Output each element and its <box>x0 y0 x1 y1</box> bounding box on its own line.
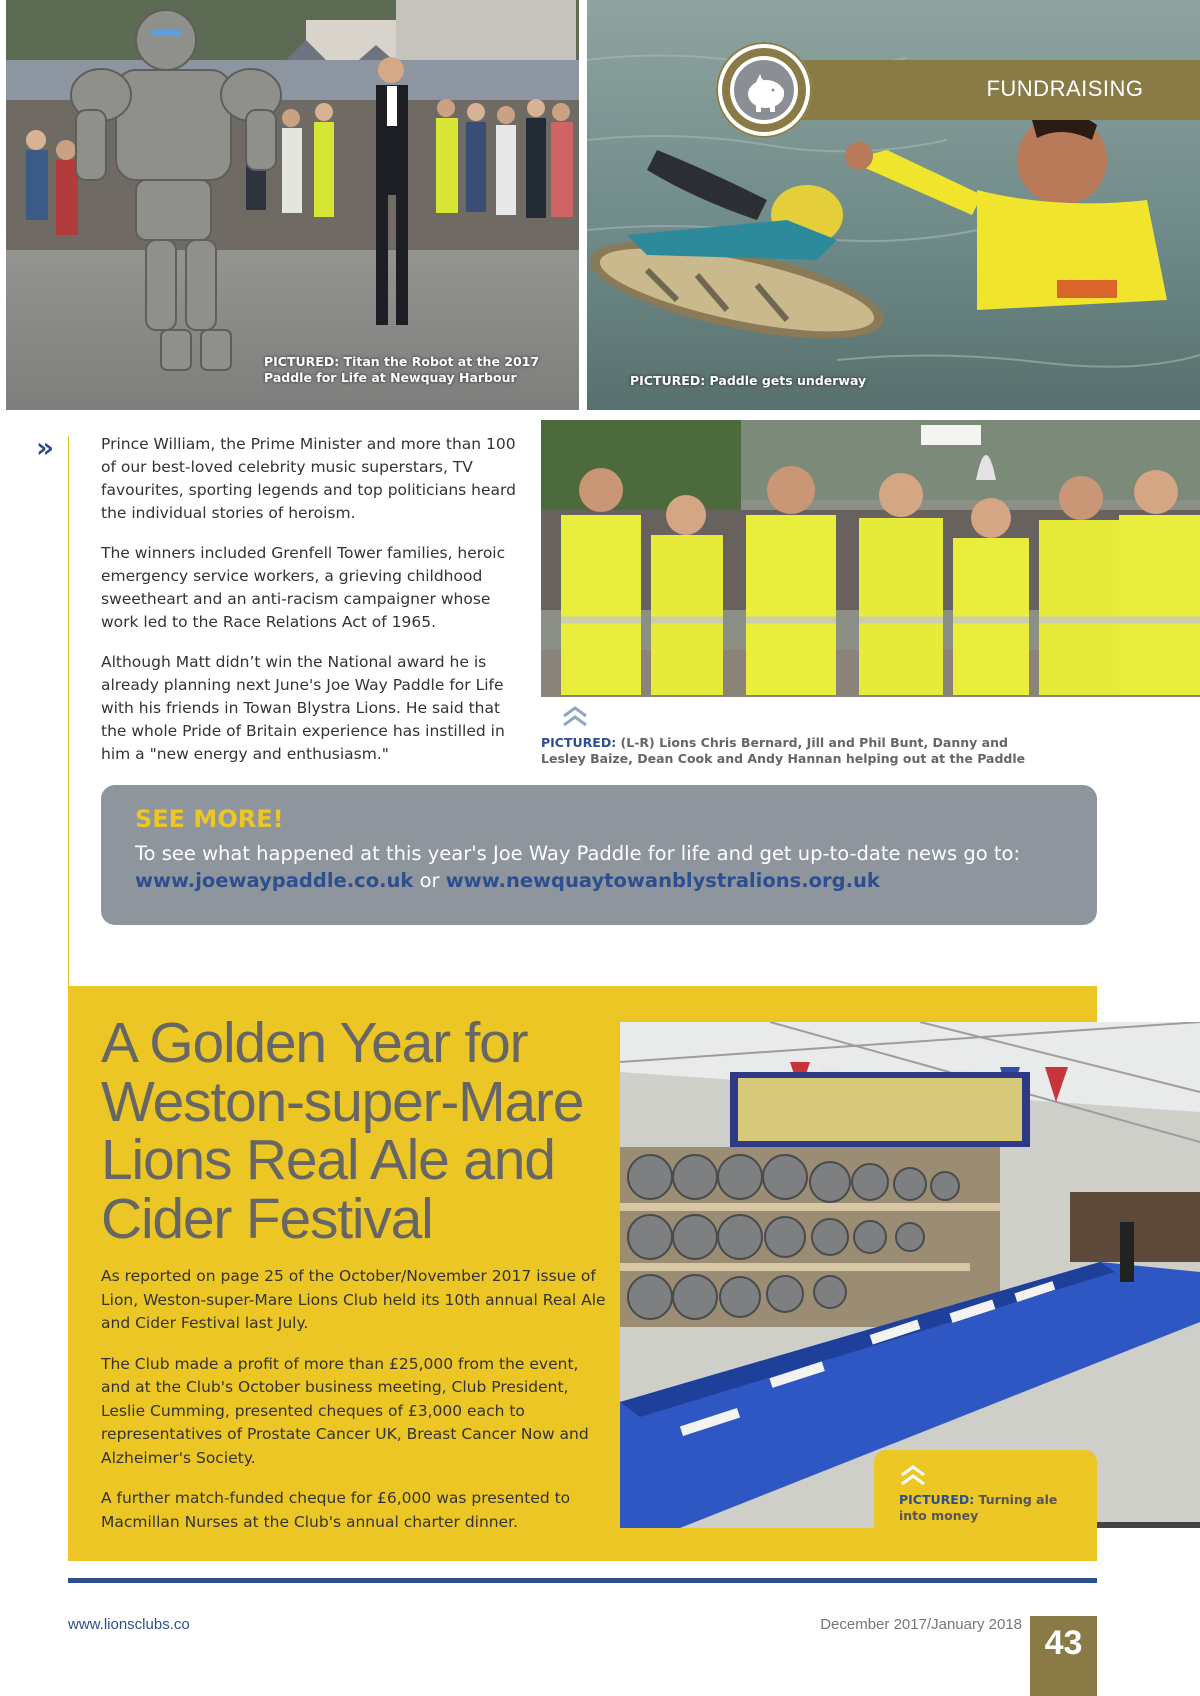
footer-website[interactable]: www.lionsclubs.co <box>68 1616 190 1633</box>
lions-group-illustration <box>541 420 1200 697</box>
see-more-links <box>135 869 1085 892</box>
link-joewaypaddle[interactable]: www.joewaypaddle.co.uk <box>135 869 414 892</box>
headline-line-4: Cider Festival <box>101 1186 433 1251</box>
article1-paragraph-2: The winners included Grenfell Tower families, heroic emergency service workers, a grieving childhood sweetheart and an anti-racism campaigner whose work led to the Race Relations Act of 1965. <box>101 544 506 631</box>
caption-lions-group <box>541 735 1181 767</box>
caption-festival <box>899 1492 1089 1524</box>
see-more-title: SEE MORE! <box>135 805 284 833</box>
see-more-text: To see what happened at this year's Joe Way Paddle for life and get up-to-date news go to: <box>135 842 1021 865</box>
footer-rule <box>68 1578 1097 1583</box>
piggy-bank-icon <box>716 42 812 138</box>
article2-body <box>101 1265 606 1551</box>
caret-up-icon-2 <box>900 1465 926 1491</box>
caption-lions-line2: Lesley Baize, Dean Cook and Andy Hannan helping out at the Paddle <box>541 751 1026 766</box>
titan-robot-illustration <box>6 0 579 410</box>
headline-line-1: A Golden Year for <box>101 1011 528 1075</box>
section-label: FUNDRAISING <box>986 76 1144 101</box>
caption-titan-line1: PICTURED: Titan the Robot at the 2017 <box>264 354 540 369</box>
photo-lions-group <box>541 420 1200 697</box>
article2-paragraph-1: As reported on page 25 of the October/November 2017 issue of Lion, Weston-super-Mare Lions Club held its 10th annual Real Ale and Cider Festival last July. <box>101 1267 606 1332</box>
caption-paddle: PICTURED: Paddle gets underway <box>630 373 867 388</box>
article1-paragraph-3: Although Matt didn’t win the National award he is already planning next June's Joe Way Paddle for Life with his friends in Towan Blystra Lions. He said that the whole Pride of Britain experience has instilled in him a "new energy and enthusiasm." <box>101 653 505 763</box>
caption-festival-line1: Turning ale <box>974 1492 1058 1507</box>
article2-paragraph-3: A further match-funded cheque for £6,000 was presented to Macmillan Nurses at the Club's annual charter dinner. <box>101 1489 571 1531</box>
continue-chevron-icon: » <box>36 431 55 464</box>
caption-titan-line2: Paddle for Life at Newquay Harbour <box>264 370 517 385</box>
headline-line-3: Lions Real Ale and <box>101 1128 555 1192</box>
footer-issue: December 2017/January 2018 <box>820 1616 1022 1633</box>
caret-up-icon <box>562 706 588 732</box>
caption-festival-line2: into money <box>899 1508 979 1523</box>
link-newquay-lions[interactable]: www.newquaytowanblystralions.org.uk <box>445 869 880 892</box>
caption-festival-prefix: PICTURED: <box>899 1492 975 1507</box>
page-number: 43 <box>1044 1624 1083 1662</box>
article1-body <box>101 433 521 783</box>
link-joiner: or <box>413 869 446 892</box>
article-rule <box>68 436 69 988</box>
caption-titan-robot <box>264 354 574 386</box>
article1-paragraph-1: Prince William, the Prime Minister and more than 100 of our best-loved celebrity music superstars, TV favourites, sporting legends and top politicians heard the individual stories of heroism. <box>101 435 516 522</box>
caption-lions-line1: (L-R) Lions Chris Bernard, Jill and Phil Bunt, Danny and <box>616 735 1008 750</box>
photo-titan-robot <box>6 0 579 410</box>
article2-headline <box>101 1011 621 1251</box>
article2-paragraph-2: The Club made a profit of more than £25,000 from the event, and at the Club's October business meeting, Club President, Leslie Cumming, presented cheques of £3,000 each to representatives of Prostate Cancer UK, Breast Cancer Now and Alzheimer's Society. <box>101 1354 589 1467</box>
caption-lions-prefix: PICTURED: <box>541 735 617 750</box>
headline-line-2: Weston-super-Mare <box>101 1069 584 1134</box>
